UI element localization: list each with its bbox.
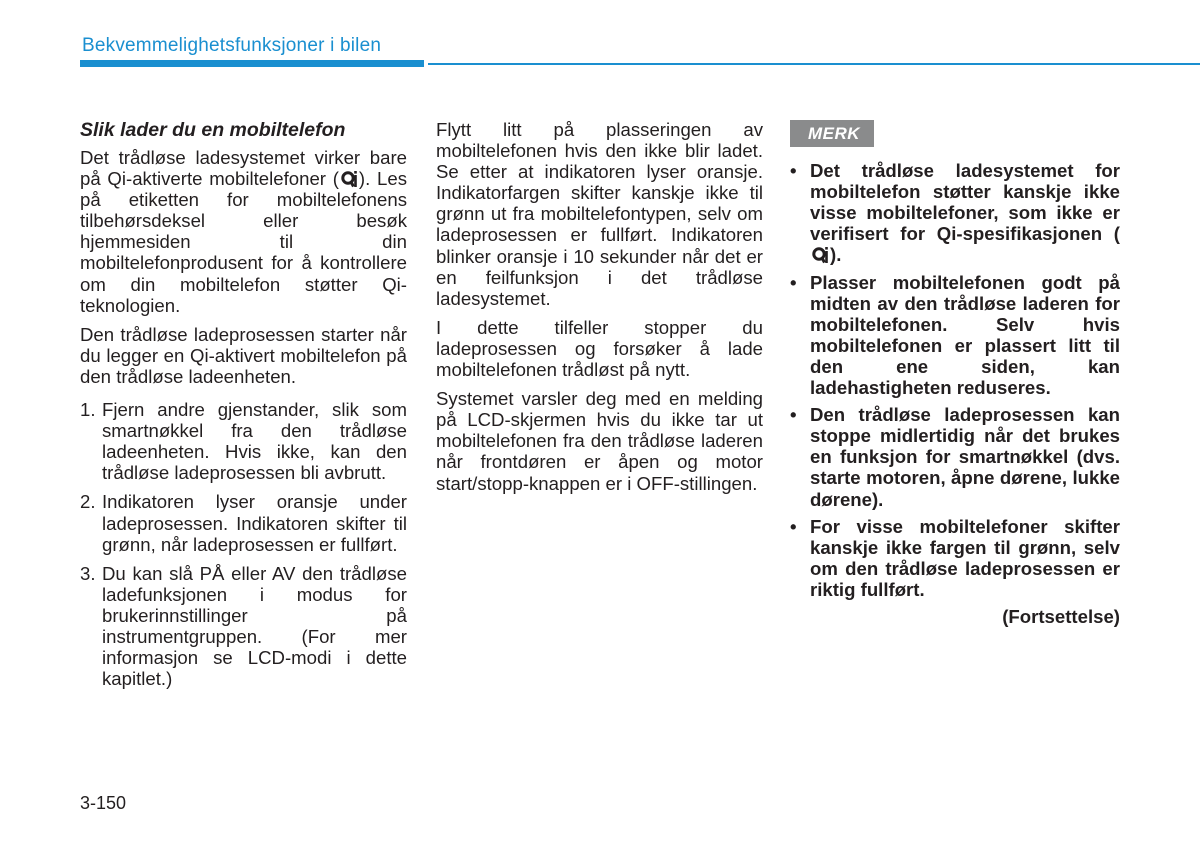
step-text: Fjern andre gjenstander, slik som smartnøkkel fra den trådløse ladeenheten. Hvis ikke, kan den trådløse ladeprosessen bli avbrutt.	[102, 399, 407, 484]
page-number: 3-150	[80, 793, 127, 813]
bullet-icon: •	[790, 515, 797, 537]
column-left	[80, 119, 407, 697]
note-label: MERK	[790, 120, 874, 147]
section-heading: Slik lader du en mobiltelefon	[80, 119, 346, 141]
note-text: Plasser mobiltelefonen godt på midten av den trådløse laderen for mobiltelefonen. Selv hvis mobiltelefonen er plassert litt til den ene siden, kan ladehastigheten reduseres.	[810, 271, 1120, 399]
page-header-title: Bekvemmelighetsfunksjoner i bilen	[82, 35, 382, 56]
charging-start-paragraph: Den trådløse ladeprosessen starter når du legger en Qi-aktivert mobiltelefon på den trådløse ladeenheten.	[80, 323, 407, 387]
intro-text-end: ). Les på etiketten for mobiltelefonens tilbehørsdeksel eller besøk hjemmesiden til din mobiltelefonprodusent for å kontrollere om din mobiltelefon støtter Qi-teknologien.	[80, 168, 407, 316]
bullet-icon: •	[790, 404, 797, 426]
qi-logo-icon	[810, 245, 830, 265]
list-item	[790, 404, 1120, 509]
intro-paragraph	[80, 147, 407, 316]
note-text: For visse mobiltelefoner skifter kanskje ikke fargen til grønn, selv om den trådløse ladeprosessen er riktig fullført.	[810, 515, 1120, 600]
step-text: Indikatoren lyser oransje under ladeprosessen. Indikatoren skifter til grønn, når ladeprosessen er fullført.	[102, 491, 407, 555]
list-item	[80, 491, 407, 554]
steps-list	[80, 399, 407, 689]
list-item	[80, 399, 407, 483]
header-rule-thick	[80, 60, 424, 67]
column-right	[790, 120, 1120, 627]
column-middle	[436, 119, 763, 502]
warning-paragraph: Systemet varsler deg med en melding på LCD-skjermen hvis du ikke tar ut mobiltelefonen fra den trådløse laderen når frontdøren er åpen og motor start/stopp-knappen er i OFF-stillingen.	[436, 388, 763, 494]
header-rule-thin	[428, 63, 1200, 65]
continued-label: (Fortsettelse)	[1002, 605, 1120, 627]
indicator-paragraph: Flytt litt på plasseringen av mobiltelefonen hvis den ikke blir ladet. Se etter at indikatoren lyser oransje. Indikatorfargen skifter kanskje ikke til grønn ut fra mobiltelefontypen, selv om ladeprosessen er fullført. Indikatoren blinker oransje i 10 sekunder når det er en feilfunksjon i det trådløse ladesystemet.	[436, 119, 763, 309]
note-text-start: Det trådløse ladesystemet for mobiltelefon støtter kanskje ikke visse mobiltelefoner, som ikke er verifisert for Qi-spesifikasjonen (	[810, 160, 1120, 245]
step-number: 2.	[80, 491, 96, 513]
notes-list	[790, 160, 1120, 600]
note-text: Den trådløse ladeprosessen kan stoppe midlertidig når det brukes en funksjon for smartnøkkel (dvs. starte motoren, åpne dørene, lukke dørene).	[810, 404, 1120, 510]
bullet-icon: •	[790, 160, 797, 182]
intro-text-start: Det trådløse ladesystemet virker bare på Qi-aktiverte mobiltelefoner (	[80, 147, 407, 190]
step-number: 3.	[80, 562, 96, 584]
list-item	[80, 563, 407, 690]
step-text: Du kan slå PÅ eller AV den trådløse ladefunksjonen i modus for brukerinnstillinger på instrumentgruppen. (For mer informasjon se LCD-modi i dette kapitlet.)	[102, 562, 407, 690]
qi-logo-icon	[339, 169, 359, 189]
retry-paragraph: I dette tilfeller stopper du ladeprosessen og forsøker å lade mobiltelefonen trådløst på nytt.	[436, 316, 763, 381]
list-item	[790, 272, 1120, 399]
step-number: 1.	[80, 399, 96, 421]
list-item	[790, 160, 1120, 265]
note-text-end: ).	[830, 244, 842, 266]
bullet-icon: •	[790, 271, 797, 293]
list-item	[790, 516, 1120, 600]
